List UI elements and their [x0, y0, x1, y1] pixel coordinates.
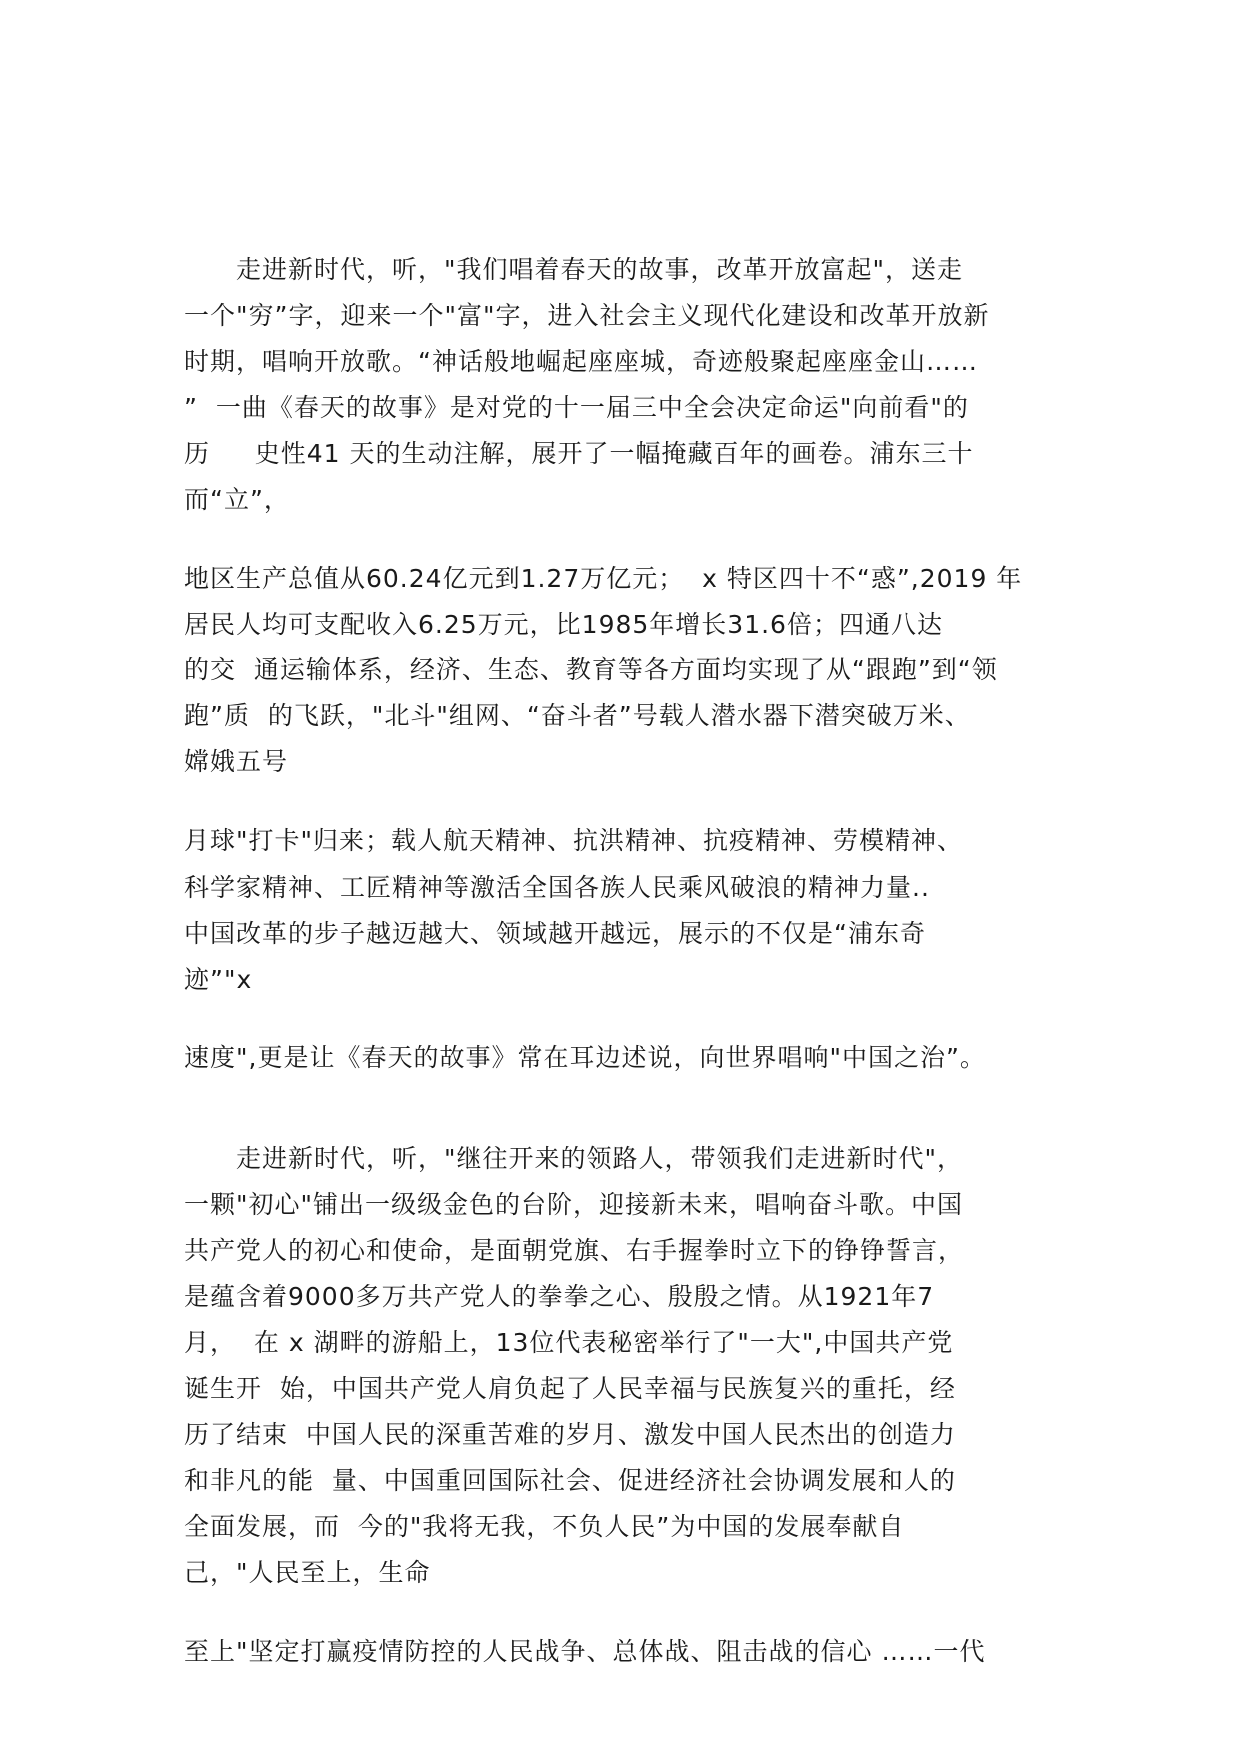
paragraph-1-line-15: 迹”"x: [184, 965, 253, 994]
paragraph-2-line-5: 月， 在 x 湖畔的游船上，13位代表秘密举行了"一大",中国共产党: [184, 1328, 954, 1357]
paragraph-2-line-9: 全面发展，而 今的"我将无我，不负人民”为中国的发展奉献自: [184, 1512, 905, 1541]
paragraph-1-line-13: 科学家精神、工匠精神等激活全国各族人民乘风破浪的精神力量..: [184, 873, 930, 902]
paragraph-2-line-3: 共产党人的初心和使命，是面朝党旗、右手握拳时立下的铮铮誓言，: [184, 1236, 965, 1265]
paragraph-1-line-8: 居民人均可支配收入6.25万元，比1985年增长31.6倍；四通八达: [184, 610, 943, 639]
paragraph-1-line-2: 一个"穷”字，迎来一个"富"字，进入社会主义现代化建设和改革开放新: [184, 301, 990, 330]
paragraph-1-line-5: 历 史性41 天的生动注解，展开了一幅掩藏百年的画卷。浦东三十: [184, 439, 974, 468]
paragraph-2-line-6: 诞生开 始，中国共产党人肩负起了人民幸福与民族复兴的重托，经: [184, 1374, 956, 1403]
paragraph-1-line-3: 时期，唱响开放歌。“神话般地崛起座座城，奇迹般聚起座座金山……: [184, 347, 978, 376]
paragraph-1-line-7: 地区生产总值从60.24亿元到1.27万亿元； x 特区四十不“惑”,2019 年: [184, 564, 1023, 593]
paragraph-2-line-2: 一颗"初心"铺出一级级金色的台阶，迎接新未来，唱响奋斗歌。中国: [184, 1190, 964, 1219]
paragraph-1-line-16: 速度",更是让《春天的故事》常在耳边述说，向世界唱响"中国之治”。: [184, 1043, 986, 1072]
paragraph-1-line-9: 的交 通运输体系，经济、生态、教育等各方面均实现了从“跟跑”到“领: [184, 655, 998, 684]
paragraph-2-line-1: 走进新时代，听，"继往开来的领路人，带领我们走进新时代"，: [184, 1144, 964, 1173]
paragraph-1-line-12: 月球"打卡"归来；载人航天精神、抗洪精神、抗疫精神、劳模精神、: [184, 826, 964, 855]
paragraph-1-line-10: 跑”质 的飞跃，"北斗"组网、“奋斗者”号载人潜水器下潜突破万米、: [184, 701, 971, 730]
paragraph-1-line-6: 而“立”，: [184, 485, 290, 514]
paragraph-1-line-11: 嫦娥五号: [184, 747, 289, 776]
paragraph-1-line-14: 中国改革的步子越迈越大、领域越开越远，展示的不仅是“浦东奇: [184, 919, 926, 948]
paragraph-1-line-1: 走进新时代，听，"我们唱着春天的故事，改革开放富起"，送走: [184, 255, 964, 284]
paragraph-2-line-7: 历了结束 中国人民的深重苦难的岁月、激发中国人民杰出的创造力: [184, 1420, 956, 1449]
paragraph-2-line-8: 和非凡的能 量、中国重回国际社会、促进经济社会协调发展和人的: [184, 1466, 956, 1495]
paragraph-2-line-4: 是蕴含着9000多万共产党人的拳拳之心、殷殷之情。从1921年7: [184, 1282, 935, 1311]
paragraph-2-line-11: 至上"坚定打赢疫情防控的人民战争、总体战、阻击战的信心 ……一代: [184, 1637, 986, 1666]
paragraph-1-line-4: ” 一曲《春天的故事》是对党的十一届三中全会决定命运"向前看"的: [184, 393, 969, 422]
paragraph-2-line-10: 己，"人民至上，生命: [184, 1558, 431, 1587]
